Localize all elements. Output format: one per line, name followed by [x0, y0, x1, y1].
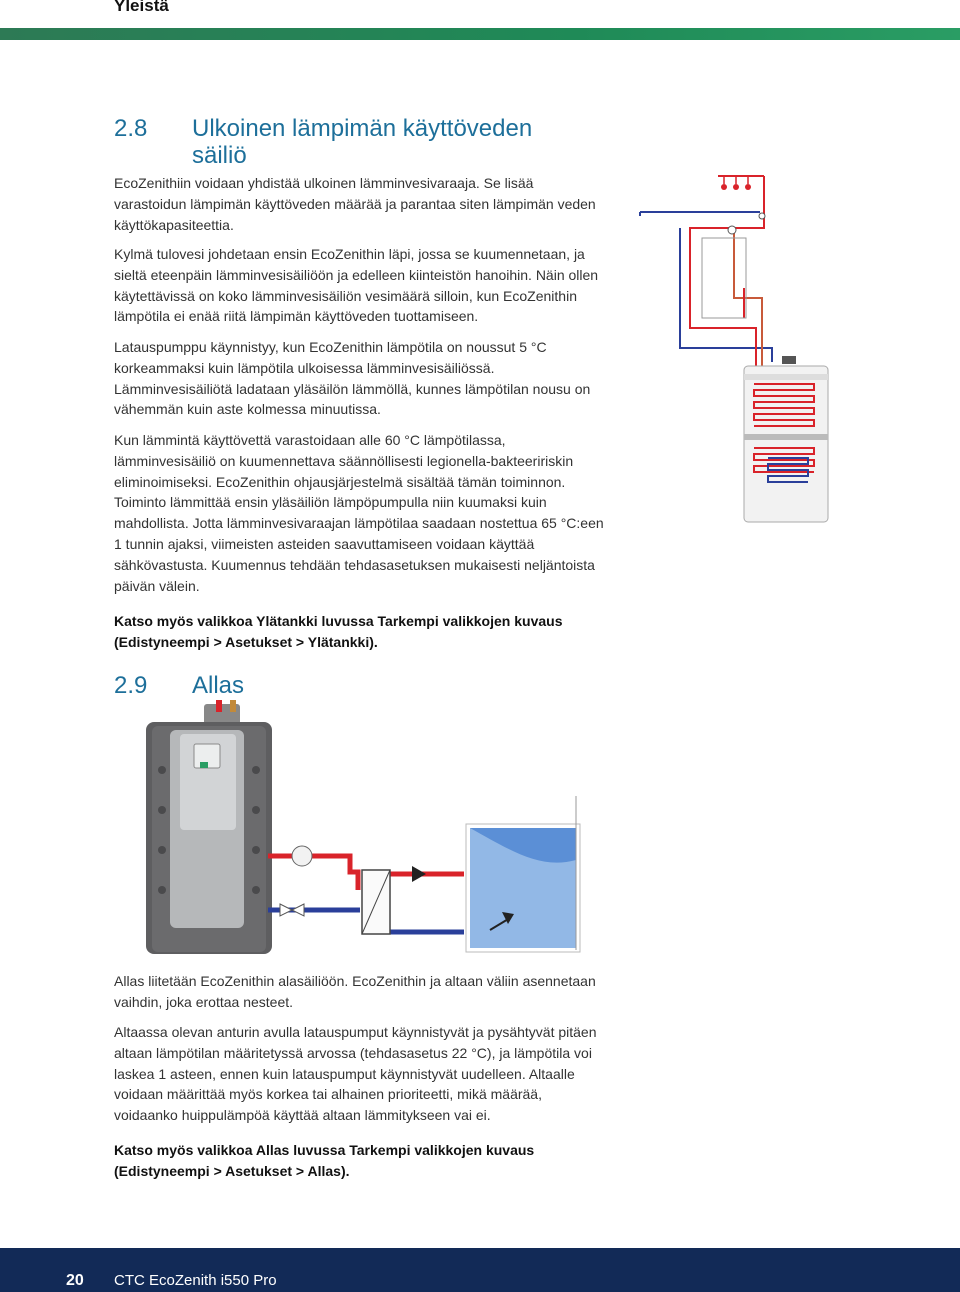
paragraph: EcoZenithiin voidaan yhdistää ulkoinen lämminvesivaraaja. Se lisää varastoidun lämpimän käyttöveden määrää ja parantaa siten lämpimän veden käyttökapasiteettia.	[114, 175, 596, 233]
header-bar	[0, 28, 960, 40]
paragraph: Latauspumppu käynnistyy, kun EcoZenithin lämpötila on noussut 5 °C korkeammaksi kuin lämpötila ulkoisessa lämminvesisäiliössä. Lämminvesisäiliötä ladataan yläsäilön lämmöllä, kunnes lämpötilan nousu on vähemmän kuin aste kolmessa minuutissa.	[114, 339, 591, 418]
see-also-note: Katso myös valikkoa Ylätankki luvussa Tarkempi valikkojen kuvaus (Edistyneempi > Asetukset > Ylätankki).	[114, 613, 563, 650]
paragraph: Altaassa olevan anturin avulla latauspumput käynnistyvät ja pysähtyvät pitäen altaan lämpötilan määritetyssä arvossa (tehdasasetus 22 °C), ja lämpötila voi laskea 1 asteen, ennen kuin latauspumput käynnistyvät uudelleen. Altaalle voidaan määrittää myös korkea tai alhainen prioriteetti, mikä määrää, voidaanko huippulämpöä käyttää altaan lämmitykseen vai ei.	[114, 1024, 597, 1124]
section-title: Allas	[192, 672, 245, 699]
external-tank-diagram	[636, 168, 836, 528]
section-2-8-heading	[114, 115, 532, 169]
paragraph: Allas liitetään EcoZenithin alasäiliöön. EcoZenithin ja altaan väliin asennetaan vaihdin, joka erottaa nesteet.	[114, 973, 596, 1010]
tap-icons	[718, 176, 764, 190]
pool-diagram	[140, 700, 590, 960]
product-name: CTC EcoZenith i550 Pro	[114, 1272, 277, 1289]
section-title-line2: säiliö	[192, 142, 247, 169]
paragraph: Kylmä tulovesi johdetaan ensin EcoZenithin läpi, jossa se kuumennetaan, ja sieltä eteenpäin lämminvesisäiliöön ja edelleen kiinteistön hanoihin. Näin ollen käytettävissä on koko lämminvesisäiliön vesimäärä silloin, kun EcoZenithin lämpötila ei enää riitä lämpimän käyttöveden tuottamiseen.	[114, 246, 599, 325]
section-number: 2.9	[114, 672, 148, 699]
page-number: 20	[66, 1272, 84, 1289]
section-title-line1: Ulkoinen lämpimän käyttöveden	[192, 115, 533, 142]
ecozenith-unit	[146, 700, 272, 954]
page-header-title: Yleistä	[114, 0, 169, 15]
paragraph: Kun lämmintä käyttövettä varastoidaan alle 60 °C lämpötilassa, lämminvesisäiliö on kuumennettava säännöllisesti legionella-bakteeririskin eliminoimiseksi. EcoZenithin ohjausjärjestelmä sisältää tämän toiminnon. Toiminto lämmittää ensin yläsäiliön lämpöpumpulla niin kuumaksi kuin mahdollista. Jotta lämminvesivaraajan lämpötilaa saadaan nostettua 65 °C:een 1 tunnin ajaksi, viimeisten asteiden saavuttamiseen voidaan käyttää sähkövastusta. Kuumennus tehdään tehdasasetuksen mukaisesti neljäntoista päivän välein.	[114, 432, 604, 594]
see-also-note: Katso myös valikkoa Allas luvussa Tarkempi valikkojen kuvaus (Edistyneempi > Asetukset > Allas).	[114, 1142, 535, 1179]
section-number: 2.8	[114, 115, 148, 142]
section-2-9-heading	[114, 672, 244, 699]
